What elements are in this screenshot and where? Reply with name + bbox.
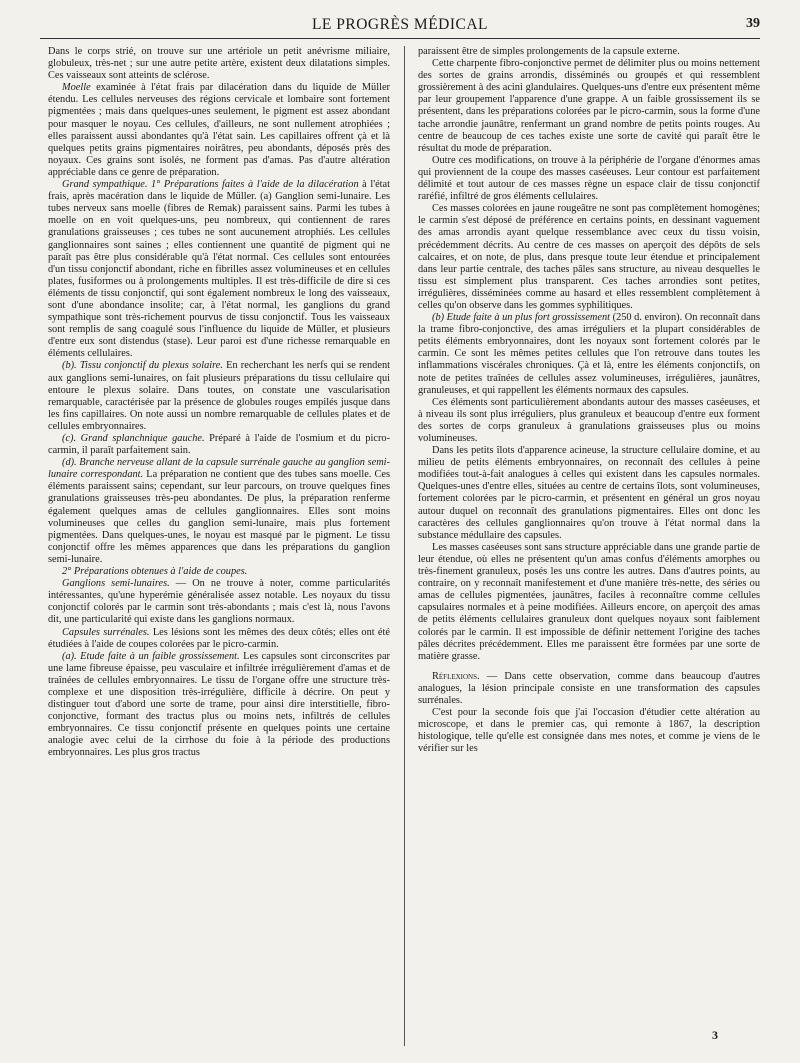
paragraph-lead: Réflexions. [432,670,480,682]
paragraph-text: — Dans cette observation, comme dans beaucoup d'autres analogues, la lésion principale consiste en une transformation des capsules surrénales. [418,670,760,706]
paragraph-text: Préparé à l'aide de l'osmium et du picro-carmin, il paraît parfaitement sain. [48,433,390,457]
paragraph-lead: 2° Préparations obtenues à l'aide de coupes. [62,566,248,578]
paragraph [48,433,390,457]
paragraph [418,155,760,203]
page-number: 39 [746,16,760,31]
paragraph [418,707,760,755]
paragraph [418,445,760,542]
paragraph [418,203,760,312]
paragraph [418,46,760,58]
paragraph-text: (250 d. environ). On reconnaît dans la trame fibro-conjonctive, des amas irréguliers et la plupart considérables de petits éléments embryonnaires, dont les noyaux sont fortement colorés par le carmin. Ce sont les mêmes petites cellules que l'on retrouve dans toutes les inflammations viscérales chroniques. Çà et là, entre les éléments conjonctifs, on note de petites traînées de cellules assez volumineuses, irrégulières, jaunâtres, granuleuses, et qui rappellent les éléments normaux des capsules. [418,312,760,396]
running-header [40,16,760,39]
paragraph [48,179,390,360]
paragraph-lead: (d). Branche nerveuse allant de la capsule surrénale gauche au ganglion semi-lunaire correspondant. [48,457,390,481]
paragraph-lead: Grand sympathique. 1° Préparations faites à l'aide de la dilacération [62,179,359,191]
paragraph-text: à l'état frais, après macération dans le liquide de Müller. (a) Ganglion semi-lunaire. Les tubes nerveux sans moelle (fibres de Remak) paraissent sains. Parmi les tubes à moelle on en voit quelques-uns, peu nombreux, qui contiennent de rares granulations graisseuses ; ces tubes ne sont aucunement atrophiés. Les cellules ganglionnaires sont saines ; elles contiennent une quantité de pigment qui ne paraît pas être plus considérable qu'à l'état normal. Ces cellules sont entourées d'un tissu conjonctif abondant, riche en fibrilles assez volumineuses et en cellules plates, fusiformes ou à prolongements multiples. Il est très-difficile de dire si ces éléments de tissu conjonctif, qui sont également nombreux le long des vaisseaux, sont d'une abondance insolite; car, à l'état normal, les ganglions du grand sympathique sont très-richement pourvus de tissu conjonctif. Tous les vaisseaux sont remplis de sang coagulé sous l'influence du liquide de Müller, et plusieurs d'entre eux sont distendus (stase). Leur paroi est d'une richesse remarquable en éléments cellulaires. [48,179,390,360]
paragraph [418,312,760,397]
paragraph-text: examinée à l'état frais par dilacération dans du liquide de Müller étendu. Les cellules nerveuses des régions cervicale et lombaire sont fortement pigmentées ; mais dans quelques-unes seulement, le pigment est assez abondant pour masquer le noyau. Ces cellules, d'ailleurs, ne sont nullement atrophiées ; elles paraissent aussi abondantes qu'à l'état sain. Les capillaires offrent çà et là quelques petits grains pigmentaires noirâtres, peu abondants, déposés près des noyaux. Ces grains sont isolés, ne forment pas d'amas. Pas d'autre altération appréciable dans ce genre de préparation. [48,82,390,178]
paragraph-text: Dans les petits îlots d'apparence acineuse, la structure cellulaire domine, et au milieu de petits éléments embryonnaires, on reconnaît des cellules à peine modifiées tout-à-fait analogues à celles qui existent dans les capsules normales. Quelques-unes d'entre elles, situées au centre de certains îlots, sont volumineuses, fortement colorées par le picro-carmin, et présentent en général un gros noyau autour duquel on reconnaît des granulations pigmentaires. Elles ont donc les caractères des cellules ganglionnaires qu'on trouve à l'état normal dans la substance médullaire des capsules. [418,445,760,541]
paragraph [48,360,390,433]
paragraph [48,578,390,626]
paragraph-text: Ces masses colorées en jaune rougeâtre ne sont pas complètement homogènes; le carmin s'est déposé de préférence en certains points, en dessinant vaguement des amas arrondis ayant quelque ressemblance avec ceux du tissu voisin, précédemment décrits. Au centre de ces masses on aperçoit des dépôts de sels calcaires, et on note, de plus, dans presque toute leur étendue et principalement dans leur partie centrale, des taches pâles sans structure, au niveau desquelles le tissu est simplement plus transparent. Ces taches arrondies sont petites, irrégulières, disséminées comme au hasard et elles ressemblent complètement à celles qu'on observe dans les gommes syphilitiques. [418,203,760,311]
paragraph-text: En recherchant les nerfs qui se rendent aux ganglions semi-lunaires, on fait plusieurs préparations du tissu cellulaire qui entoure le plexus solaire. Dans toutes, on constate une vascularisation remarquable, caractérisée par la présence de globules rouges empilés jusque dans les fins capillaires. On note aussi un nombre remarquable de cellules plates et de cellules embryonnaires. [48,360,390,432]
right-column [418,46,760,1050]
paragraph-text: La préparation ne contient que des tubes sans moelle. Ces éléments paraissent sains; cependant, sur leur parcours, on trouve quelques fines granulations graisseuses très-peu abondantes. De plus, la préparation renferme également quelques amas de cellules ganglionnaires. Elles sont moins volumineuses que celles du ganglion semi-lunaire, mais plus fortement pigmentées. Dans quelques-unes, le noyau est masqué par le pigment. Le tissu conjonctif offre les mêmes apparences que dans les préparations du ganglion semi-lunaire. [48,469,390,565]
paragraph-text: paraissent être de simples prolongements de la capsule externe. [418,46,680,57]
paragraph [48,627,390,651]
paragraph [418,542,760,663]
paragraph-lead: (c). Grand splanchnique gauche. [62,433,205,444]
paragraph-text: Les masses caséeuses sont sans structure appréciable dans une grande partie de leur étendue, où elles ne présentent qu'un amas confus d'éléments amorphes ou très-finement granuleux, posés les uns contre les autres. Dans d'autres points, au contraire, on y reconnaît manifestement et d'une manière très-nette, des séries ou amas de cellules pigmentées, jaunâtres, faciles à reconnaître comme cellules capsulaires normales et à peine modifiées. Ailleurs encore, on aperçoit des amas de petits éléments cellulaires granuleux dont quelques noyaux sont faiblement colorés par le carmin. Il est impossible de définir nettement l'origine des taches pâles décrites précédemment. Elles me paraissent être formées par une sorte de matière grasse. [418,541,760,662]
paragraph-text: Dans le corps strié, on trouve sur une artériole un petit anévrisme miliaire, globuleux, très-net ; sur une autre petite artère, existent deux dilatations simples. Ces vaisseaux sont atteints de sclérose. [48,46,390,82]
paragraph [418,671,760,707]
paragraph [48,82,390,179]
paragraph-lead: Moelle [62,82,91,94]
paragraph [418,58,760,155]
paragraph-text: Les capsules sont circonscrites par une lame fibreuse épaisse, peu vasculaire et infiltrée irrégulièrement d'amas et de traînées de cellules embryonnaires. Le tissu de l'organe offre une structure très-complexe et une disposition très-irrégulière, difficile à décrire. On peut y distinguer tout d'abord une sorte de trame, pour ainsi dire interstitielle, fibro-conjonctive, formant des tractus plus ou moins nets, infiltrés de cellules embryonnaires. Ce tissu conjonctif présente en quelques points une certaine analogie avec celui de la cirrhose du foie à la période des productions embryonnaires. Les plus gros tractus [48,650,390,759]
paragraph [48,651,390,760]
left-column [48,46,390,1050]
signature-mark: 3 [712,1028,718,1042]
paragraph-text: — On ne trouve à noter, comme particularités intéressantes, qu'une hyperémie généralisée assez notable. Les noyaux du tissu conjonctif colorés par le carmin sont très-abondants ; mais c'est là, nous l'avons dit, une particularité qui existe dans les ganglions normaux. [48,578,390,626]
paragraph [418,397,760,445]
paragraph [48,566,390,578]
paragraph [48,46,390,82]
paragraph-lead: (b). Tissu conjonctif du plexus solaire. [62,360,223,372]
paragraph-text: C'est pour la seconde fois que j'ai l'occasion d'étudier cette altération au microscope, et dans le premier cas, qui remonte à 1867, la description histologique, telle qu'elle est consignée dans mes notes, et comme je viens de le vérifier sur les [418,707,760,755]
column-rule [404,46,405,1046]
paragraph-lead: Capsules surrénales. [62,626,150,638]
paragraph-lead: Ganglions semi-lunaires. [62,578,170,590]
paragraph-text: Outre ces modifications, on trouve à la périphérie de l'organe d'énormes amas qui proviennent de la coupe des masses caséeuses. Leur contour est parfaitement délimité et tout autour de ces masses règne un espace clair de tissu conjonctif raréfié, infiltré de gros éléments cellulaires. [418,154,760,203]
journal-title: LE PROGRÈS MÉDICAL [311,16,489,33]
paragraph-lead: (a). Etude faite à un faible grossissement. [62,650,240,662]
paragraph-text: Cette charpente fibro-conjonctive permet de délimiter plus ou moins nettement des sortes de grains arrondis, disséminés ou groupés et qui ressemblent grossièrement à des acini glandulaires. Quelques-uns d'entre eux présentent même par leur groupement l'apparence d'une grappe. A un faible grossissement ils se présentent, dans les préparations colorées par le picro-carmin, sous la forme d'une tache arrondie jaunâtre, renfermant un grand nombre de petits points rouges. Au centre de beaucoup de ces taches existe une sorte de cavité qui paraît être le résultat du mode de préparation. [418,58,760,154]
paragraph-text: Ces éléments sont particulièrement abondants autour des masses caséeuses, et à niveau ils sont plus irréguliers, plus granuleux et beaucoup d'entre eux forment des sortes de corps granuleux à granulations graisseuses plus ou moins volumineuses. [418,396,760,444]
paragraph [48,457,390,566]
paragraph-text: Les lésions sont les mêmes des deux côtés; elles ont été étudiées à l'aide de coupes colorées par le picro-carmin. [48,626,390,650]
paragraph-lead: (b) Etude faite à un plus fort grossissement [432,312,611,324]
